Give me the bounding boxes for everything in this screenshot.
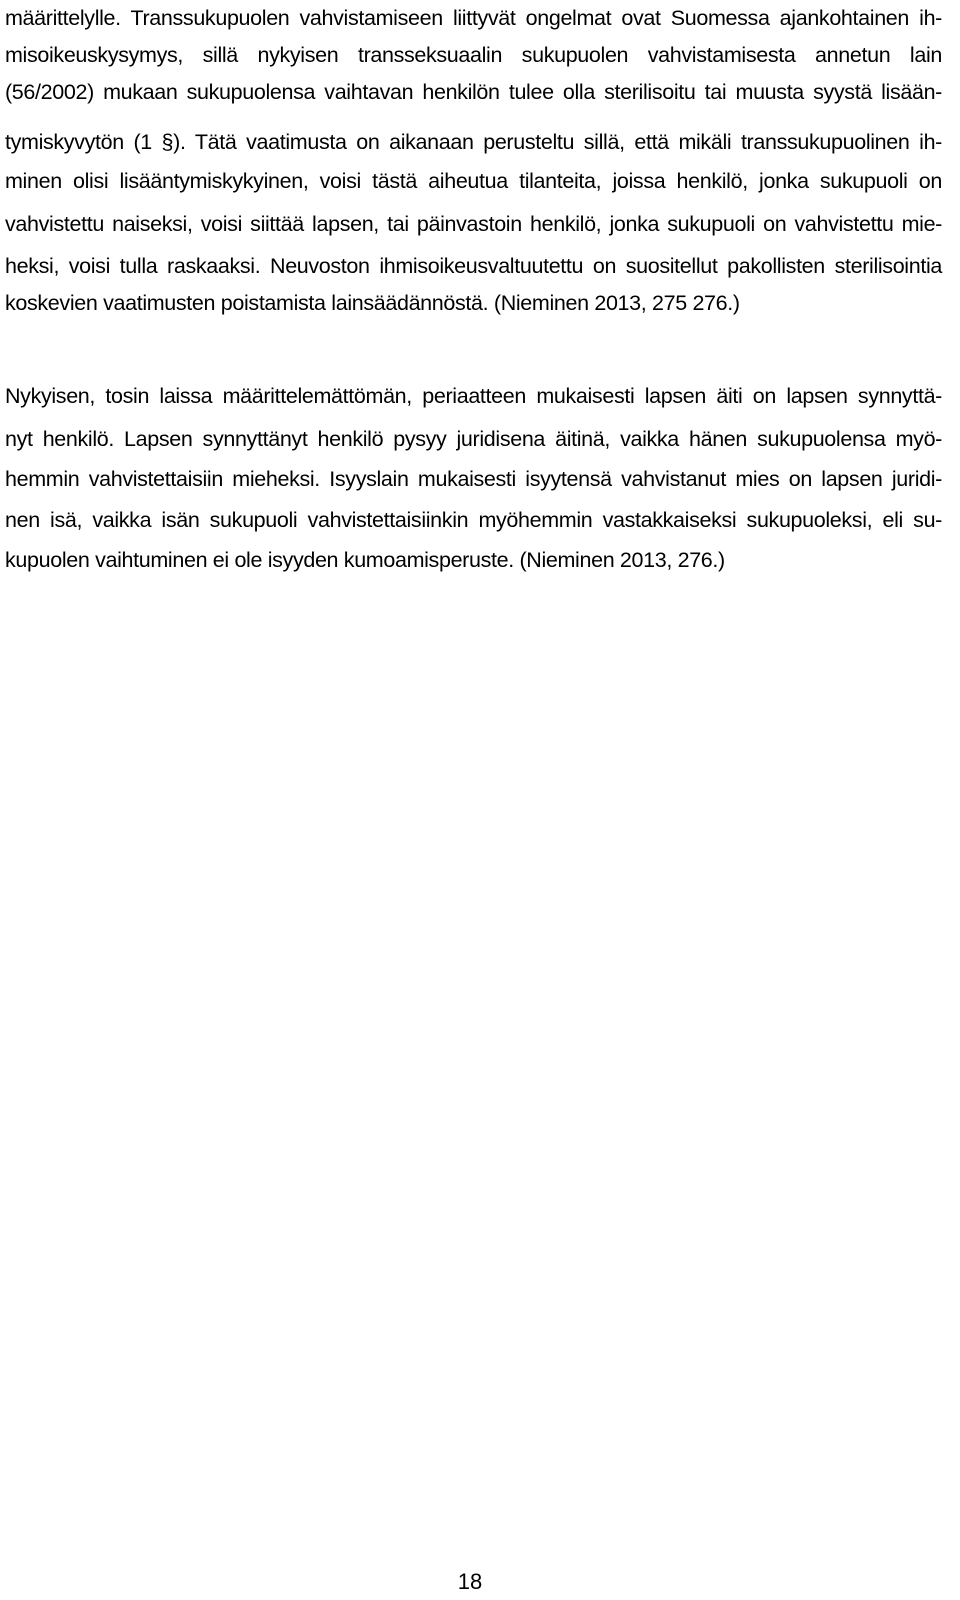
text-line: heksi, voisi tulla raskaaksi. Neuvoston ihmisoikeusvaltuutettu on suositellut pakollisten sterilisointia <box>5 254 942 278</box>
text-line: vahvistettu naiseksi, voisi siittää lapsen, tai päinvastoin henkilö, jonka sukupuoli on vahvistettu mie- <box>5 212 942 236</box>
text-line: Nykyisen, tosin laissa määrittelemättömän, periaatteen mukaisesti lapsen äiti on lapsen synnyttä- <box>5 384 942 408</box>
text-line: koskevien vaatimusten poistamista lainsäädännöstä. (Nieminen 2013, 275 276.) <box>5 291 740 315</box>
text-line: misoikeuskysymys, sillä nykyisen transseksuaalin sukupuolen vahvistamisesta annetun lain <box>5 43 942 67</box>
text-line: minen olisi lisääntymiskykyinen, voisi tästä aiheutua tilanteita, joissa henkilö, jonka sukupuoli on <box>5 169 942 193</box>
page-number: 18 <box>457 1569 483 1594</box>
text-line: kupuolen vaihtuminen ei ole isyyden kumoamisperuste. (Nieminen 2013, 276.) <box>5 548 725 572</box>
text-line: (56/2002) mukaan sukupuolensa vaihtavan henkilön tulee olla sterilisoitu tai muusta syystä lisään- <box>5 80 942 104</box>
text-line: nen isä, vaikka isän sukupuoli vahvistettaisiinkin myöhemmin vastakkaiseksi sukupuoleksi, eli su- <box>5 508 942 532</box>
text-line: nyt henkilö. Lapsen synnyttänyt henkilö pysyy juridisena äitinä, vaikka hänen sukupuolensa myö- <box>5 427 942 451</box>
text-line: määrittelylle. Transsukupuolen vahvistamiseen liittyvät ongelmat ovat Suomessa ajankohtainen ih- <box>5 6 942 30</box>
text-line: tymiskyvytön (1 §). Tätä vaatimusta on aikanaan perusteltu sillä, että mikäli transsukupuolinen ih- <box>5 130 942 154</box>
text-line: hemmin vahvistettaisiin mieheksi. Isyyslain mukaisesti isyytensä vahvistanut mies on lapsen juridi- <box>5 467 942 491</box>
